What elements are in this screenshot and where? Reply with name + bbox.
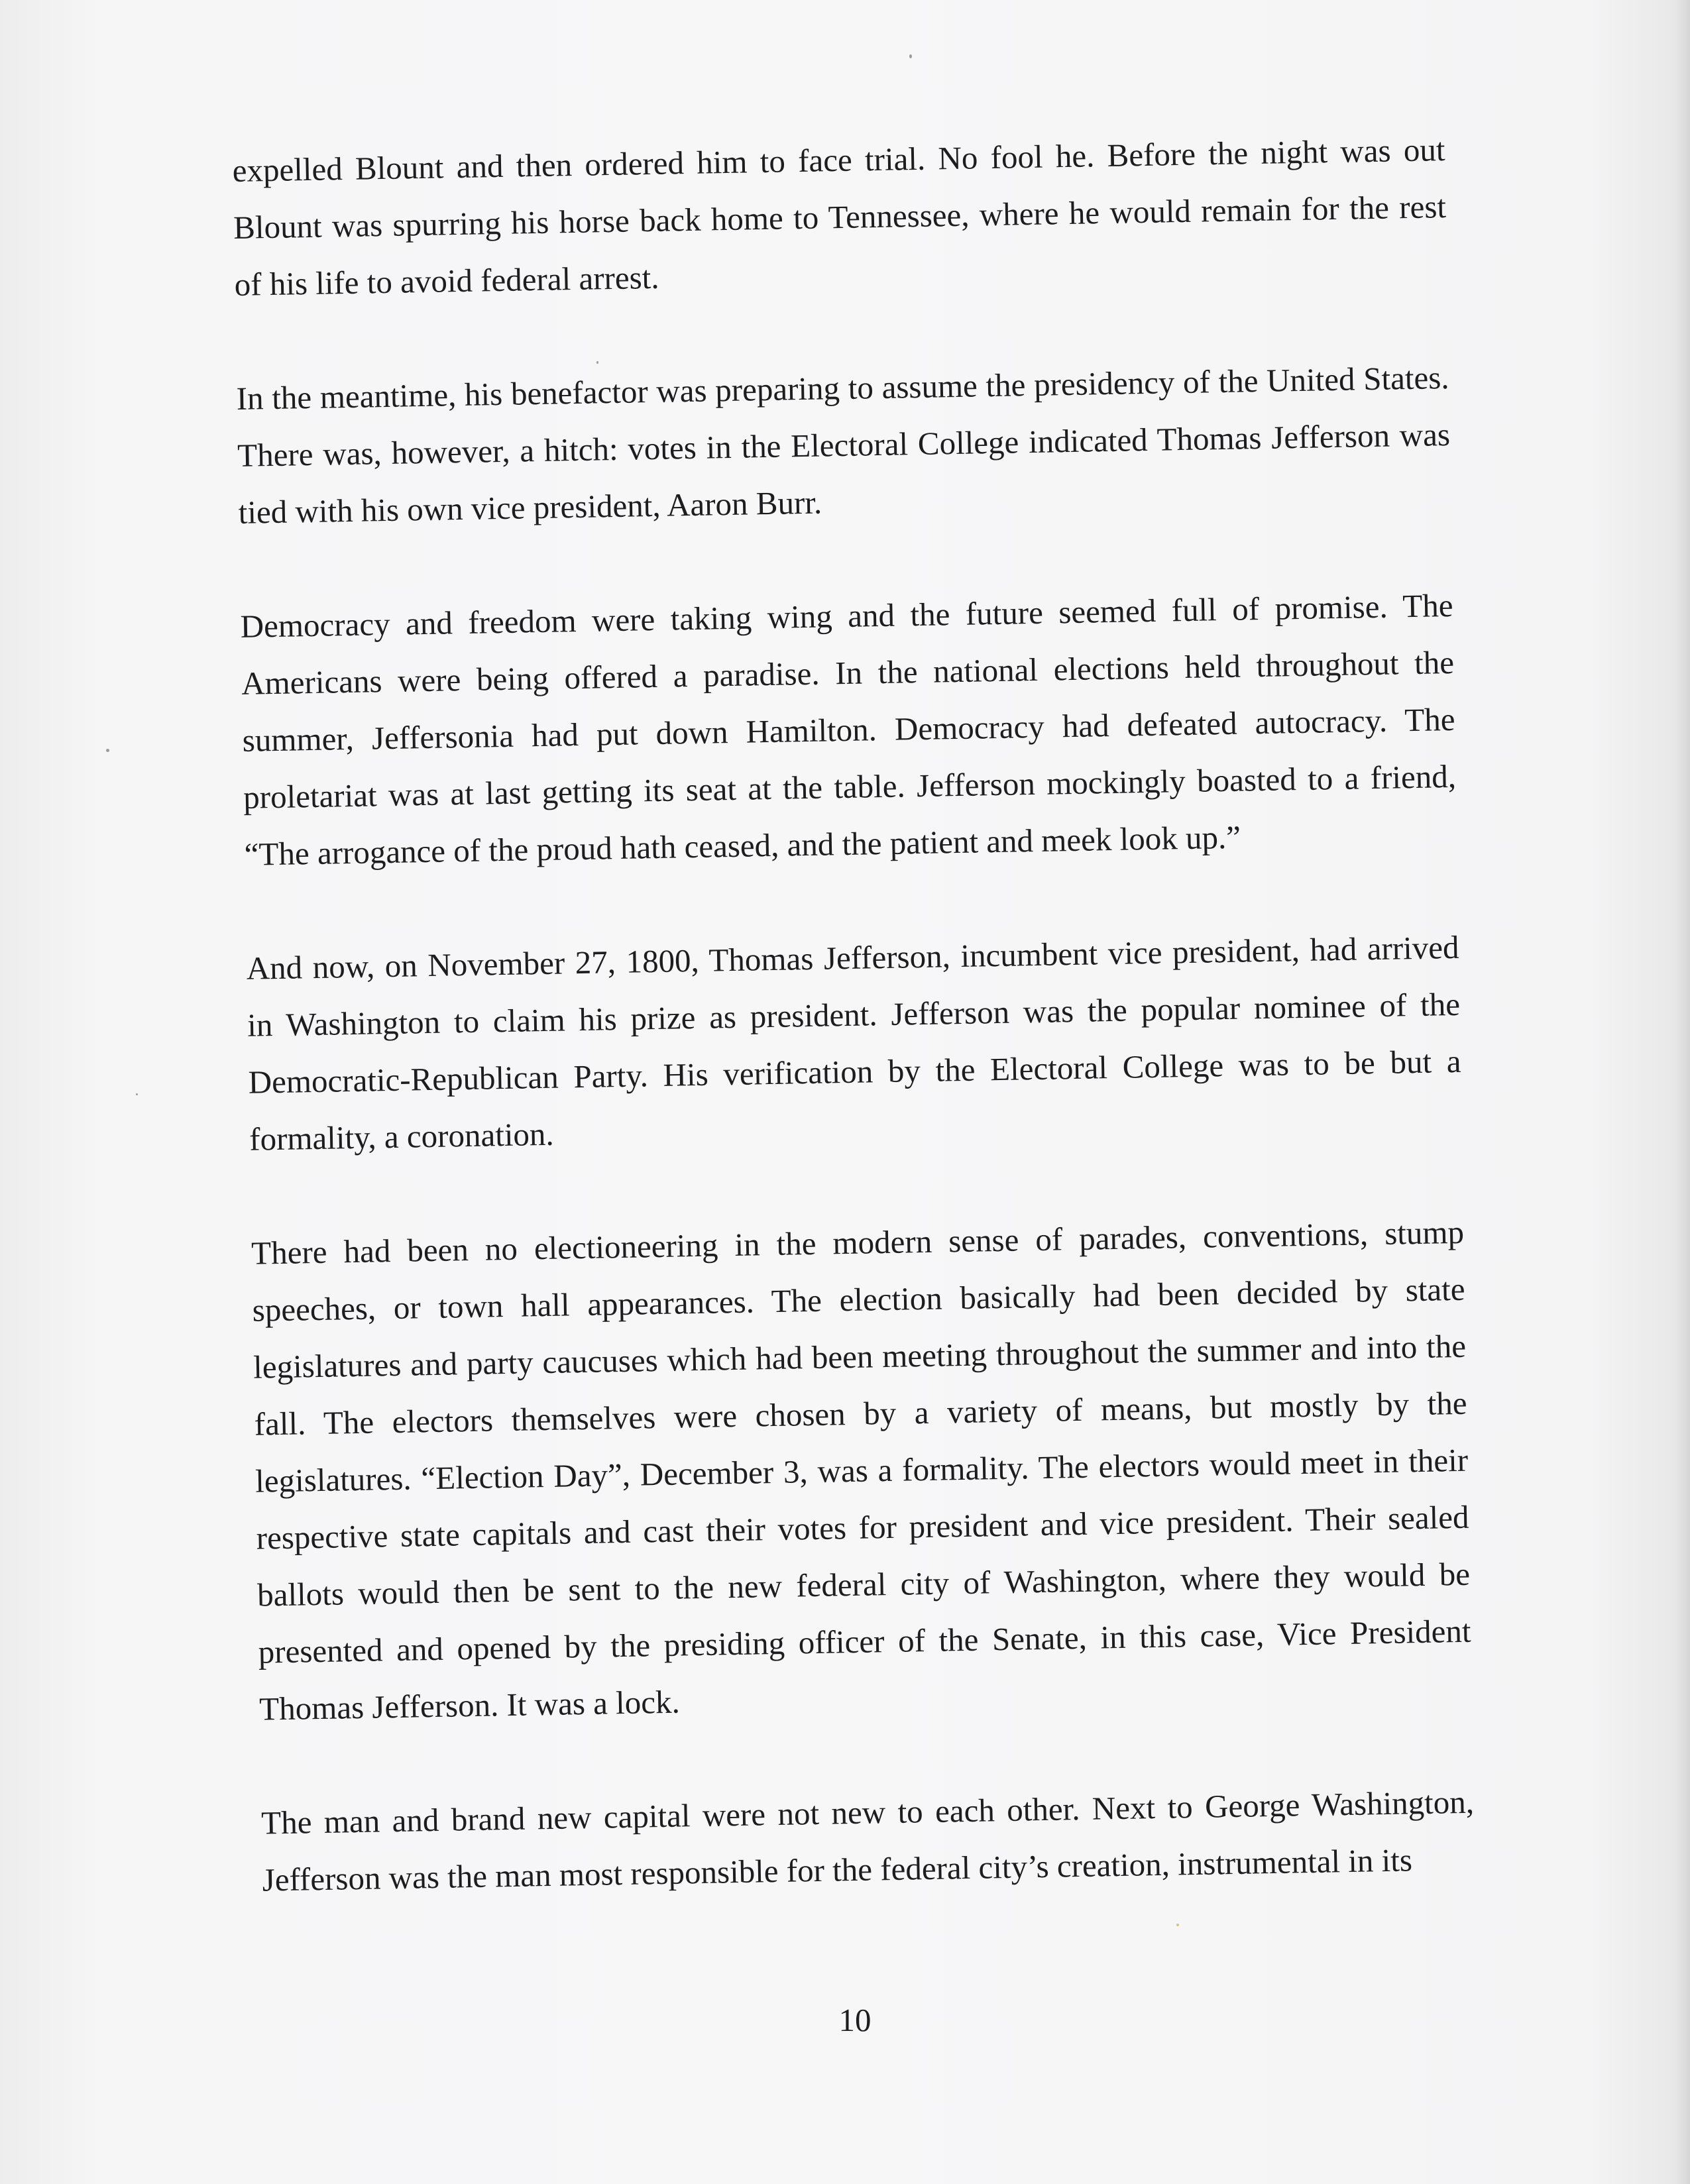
scan-speck xyxy=(106,749,109,752)
scan-speck xyxy=(909,54,912,58)
paragraph-meantime: In the meantime, his benefactor was preparing to assume the presidency of the United States. There was, however, a hitch: votes in the Electoral College indicated Thomas Jefferson was tied with his own vice president, Aaron Burr. xyxy=(236,359,1451,531)
scan-speck xyxy=(136,1093,138,1095)
paragraph-november: And now, on November 27, 1800, Thomas Jefferson, incumbent vice president, had arrived in Washington to claim his prize as president. Jefferson was the popular nominee of the Democratic-Republican Party. His verification by the Electoral College was to be but a formality, a coronation. xyxy=(246,928,1461,1158)
paragraph-democracy: Democracy and freedom were taking wing and the future seemed full of promise. The Americans were being offered a paradise. In the national elections held throughout the summer, Jeffersonia had put down Hamilton. Democracy had defeated autocracy. The proletariat was at last getting its seat at the table. Jefferson mockingly boasted to a friend, “The arrogance of the proud hath ceased, and the patient and meek look up.” xyxy=(240,586,1457,873)
paragraph-electioneering: There had been no electioneering in the modern sense of parades, conventions, stump speeches, or town hall appearances. The election basically had been decided by state legislatures and party caucuses which had been meeting throughout the summer and into the fall. The electors themselves were chosen by a variety of means, but mostly by the legislatures. “Election Day”, December 3, was a formality. The electors would meet in their respective state capitals and cast their votes for president and vice president. Their sealed ballots would then be sent to the new federal city of Washington, where they would be presented and opened by the presiding officer of the Senate, in this case, Vice President Thomas Jefferson. It was a lock. xyxy=(251,1213,1471,1727)
page-number: 10 xyxy=(838,2002,872,2038)
paragraph-capital: The man and brand new capital were not new to each other. Next to George Washington, Jefferson was the man most responsible for the federal city’s creation, instrumental in its xyxy=(260,1783,1475,1898)
body-text xyxy=(232,121,1477,1966)
paragraph-blount: expelled Blount and then ordered him to face trial. No fool he. Before the night was out Blount was spurring his horse back home to Tennessee, where he would remain for the rest of his life to avoid federal arrest. xyxy=(232,131,1447,303)
